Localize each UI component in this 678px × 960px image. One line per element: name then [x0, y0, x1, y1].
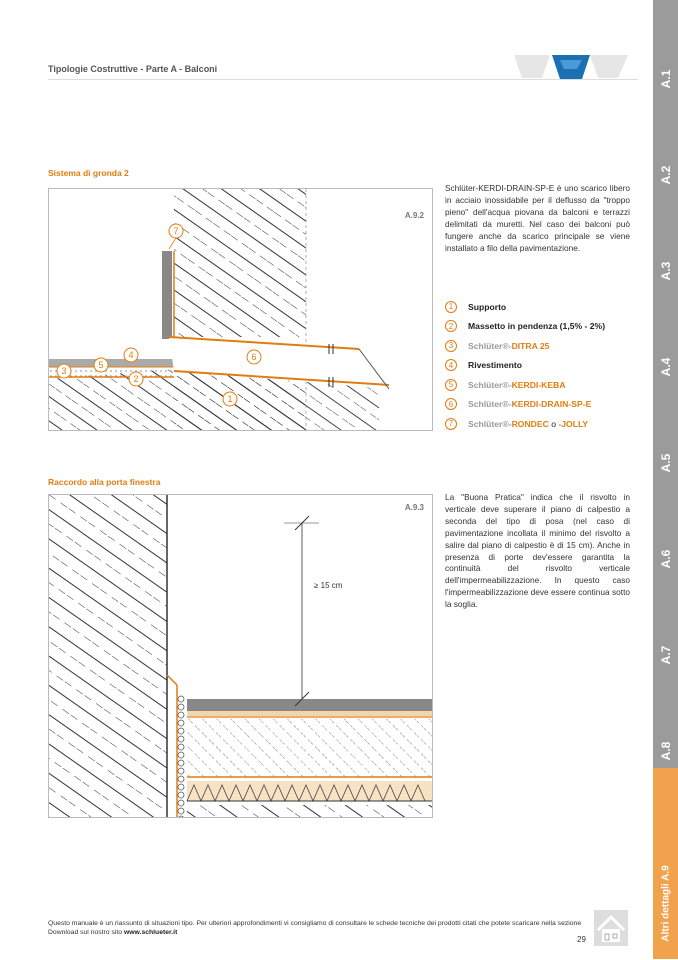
footer-link[interactable]: www.schlueter.it: [123, 929, 178, 936]
dimension-label: ≥ 15 cm: [314, 581, 343, 590]
legend-text: Supporto: [468, 301, 507, 312]
legend-connector: o: [548, 418, 559, 429]
legend-text: KERDI-DRAIN-SP-E: [511, 399, 592, 410]
legend-prefix: Schlüter®-: [468, 418, 512, 429]
drainage-diagram: [49, 189, 432, 430]
tab-label: A.2: [658, 165, 673, 185]
figure-label: A.9.2: [404, 211, 424, 220]
tab-label: A.1: [658, 69, 673, 89]
tab-a8[interactable]: [653, 672, 678, 769]
callout-5: 5: [98, 360, 104, 370]
legend-item: [445, 317, 645, 337]
legend-number: 3: [445, 340, 457, 352]
callout-4: 4: [128, 350, 134, 360]
tab-label: A.3: [658, 261, 673, 281]
tab-a7[interactable]: [653, 576, 678, 673]
legend-text: KERDI-KEBA: [511, 379, 566, 390]
legend-prefix: Schlüter®-: [468, 340, 512, 351]
legend-suffix: -JOLLY: [558, 418, 589, 429]
legend-number: 7: [445, 418, 457, 430]
tab-a9[interactable]: [653, 768, 678, 960]
legend-text: Rivestimento: [468, 360, 522, 371]
figure-a92: [48, 188, 433, 431]
section2-title: Raccordo alla porta finestra: [48, 477, 161, 487]
tab-label: A.6: [658, 549, 673, 569]
footer-text: Questo manuale è un riassunto di situazioni tipo. Per ulteriori approfondimenti vi consigliamo di consultare le schede tecniche dei prodotti citati che potete scaricare nella sezione Download sul nostro sito: [48, 920, 582, 936]
home-icon[interactable]: [594, 910, 628, 946]
legend-text: Massetto in pendenza (1,5% - 2%): [468, 321, 606, 332]
tab-a4[interactable]: [653, 288, 678, 385]
legend-text: RONDEC: [511, 418, 549, 429]
tab-a1[interactable]: [653, 0, 678, 97]
footer-note: [48, 919, 588, 937]
legend-number: 5: [445, 379, 457, 391]
legend-prefix: Schlüter®-: [468, 379, 512, 390]
legend-item: [445, 336, 645, 356]
tab-label: A.5: [658, 453, 673, 473]
brand-logo-icon: [512, 52, 632, 84]
legend-number: 1: [445, 301, 457, 313]
page-header-title: Tipologie Costruttive - Parte A - Balconi: [48, 64, 218, 74]
legend-prefix: Schlüter®-: [468, 399, 512, 410]
tab-label: Altri dettagli A.9: [660, 865, 671, 942]
section1-title: Sistema di gronda 2: [48, 168, 129, 178]
legend-number: 2: [445, 320, 457, 332]
section1-paragraph: Schlüter-KERDI-DRAIN-SP-E è uno scarico libero in acciaio inossidabile per il deflusso da "troppo pieno" dell'acqua piovana da balconi e terrazzi delimitati da muretti. Nel caso dei balconi può fungere anche da scarico principale se viene installato a filo della pavimentazione.: [445, 183, 630, 253]
figure-a93: [48, 494, 433, 818]
tab-label: A.7: [658, 645, 673, 665]
callout-2: 2: [133, 374, 139, 384]
callout-1: 1: [227, 394, 233, 404]
legend-item: [445, 356, 645, 376]
legend-number: 4: [445, 359, 457, 371]
tab-a3[interactable]: [653, 192, 678, 289]
figure-label: A.9.3: [404, 503, 424, 512]
tab-a6[interactable]: [653, 480, 678, 577]
tab-label: A.4: [658, 357, 673, 377]
chapter-tabs: [653, 0, 678, 959]
callout-3: 3: [61, 366, 67, 376]
door-threshold-diagram: [49, 495, 432, 817]
tab-a5[interactable]: [653, 384, 678, 481]
page-number: 29: [577, 935, 586, 944]
legend-item: [445, 297, 645, 317]
legend-item: [445, 395, 645, 415]
legend-list: [445, 297, 645, 434]
callout-6: 6: [251, 352, 257, 362]
tab-a2[interactable]: [653, 96, 678, 193]
legend-number: 6: [445, 398, 457, 410]
legend-item: [445, 414, 645, 434]
section2-paragraph: La "Buona Pratica" indica che il risvolto in verticale deve superare il piano di calpestio a seconda del tipo di posa (nel caso di pavimentazione incollata il minimo del risvolto a salire dal piano di calpestio è di 15 cm). Anche in presenza di porte dev'essere garantita la continuità del risvolto verticale dell'impermeabilizzazione. In questo caso l'impermeabilizzazione deve essere continua sotto la soglia.: [445, 492, 630, 610]
legend-text: DITRA 25: [511, 340, 550, 351]
tab-label: A.8: [658, 741, 673, 761]
legend-item: [445, 375, 645, 395]
callout-7: 7: [173, 226, 179, 236]
